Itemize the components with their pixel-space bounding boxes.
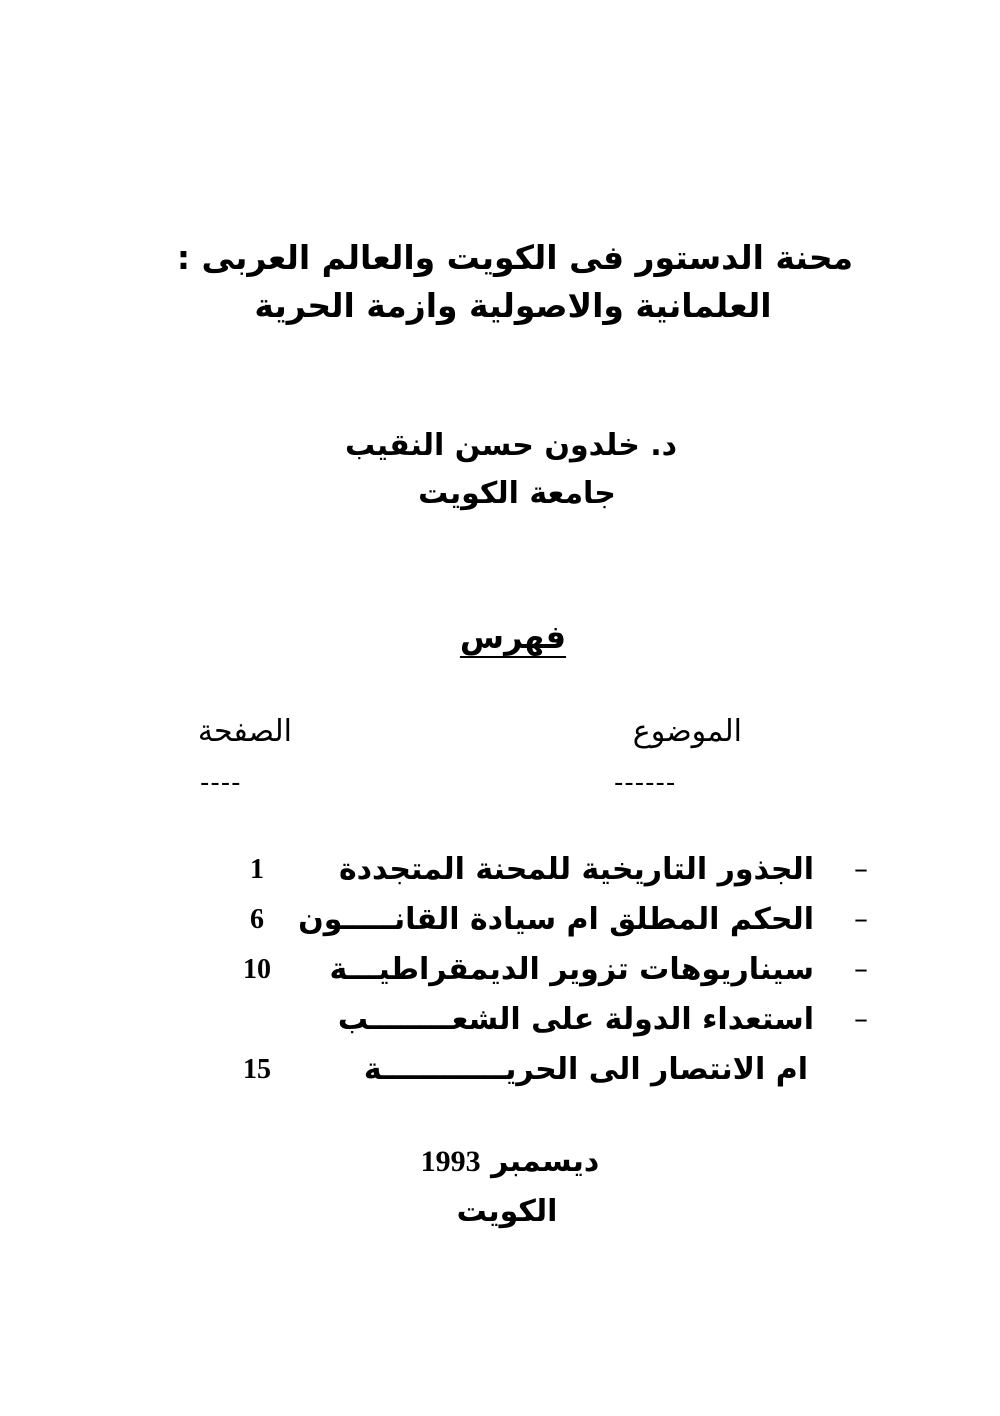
index-entry	[0, 902, 1000, 950]
page-header-rule: ----	[200, 768, 242, 798]
author-affiliation: جامعة الكويت	[418, 476, 616, 511]
entry-page-number: 15	[243, 1054, 271, 1085]
subject-header-rule: ------	[614, 768, 677, 798]
entry-topic: الحكم المطلق ام سيادة القانـــــون	[298, 902, 814, 937]
index-entry-continuation	[0, 1052, 1000, 1100]
document-title-line-1: محنة الدستور فى الكويت والعالم العربى :	[176, 238, 854, 277]
publication-month: ديسمبر	[491, 1144, 600, 1179]
index-entry	[0, 852, 1000, 900]
author-name: د. خلدون حسن النقيب	[344, 428, 678, 463]
entry-bullet: –	[854, 1002, 868, 1035]
entry-bullet: –	[854, 852, 868, 885]
document-title-line-2: العلمانية والاصولية وازمة الحرية	[254, 286, 772, 325]
entry-topic: سيناريوهات تزوير الديمقراطيـــة	[329, 952, 814, 987]
entry-topic: الجذور التاريخية للمحنة المتجددة	[338, 852, 814, 887]
publication-place: الكويت	[456, 1194, 558, 1229]
entry-topic: استعداء الدولة على الشعــــــــب	[337, 1002, 814, 1037]
column-header-page: الصفحة	[197, 714, 292, 749]
entry-page-number: 1	[250, 854, 264, 885]
entry-page-number: 6	[250, 904, 264, 935]
publication-year: 1993	[420, 1145, 481, 1178]
publication-date	[0, 1144, 1000, 1179]
entry-topic: ام الانتصار الى الحريــــــــــــة	[363, 1052, 808, 1087]
entry-bullet: –	[854, 952, 868, 985]
index-entry	[0, 1002, 1000, 1050]
index-heading	[0, 618, 1000, 656]
index-heading-text: فهرس	[459, 618, 567, 656]
entry-page-number: 10	[243, 954, 271, 985]
column-header-subject: الموضوع	[632, 714, 742, 749]
index-entry	[0, 952, 1000, 1000]
entry-bullet: –	[854, 902, 868, 935]
